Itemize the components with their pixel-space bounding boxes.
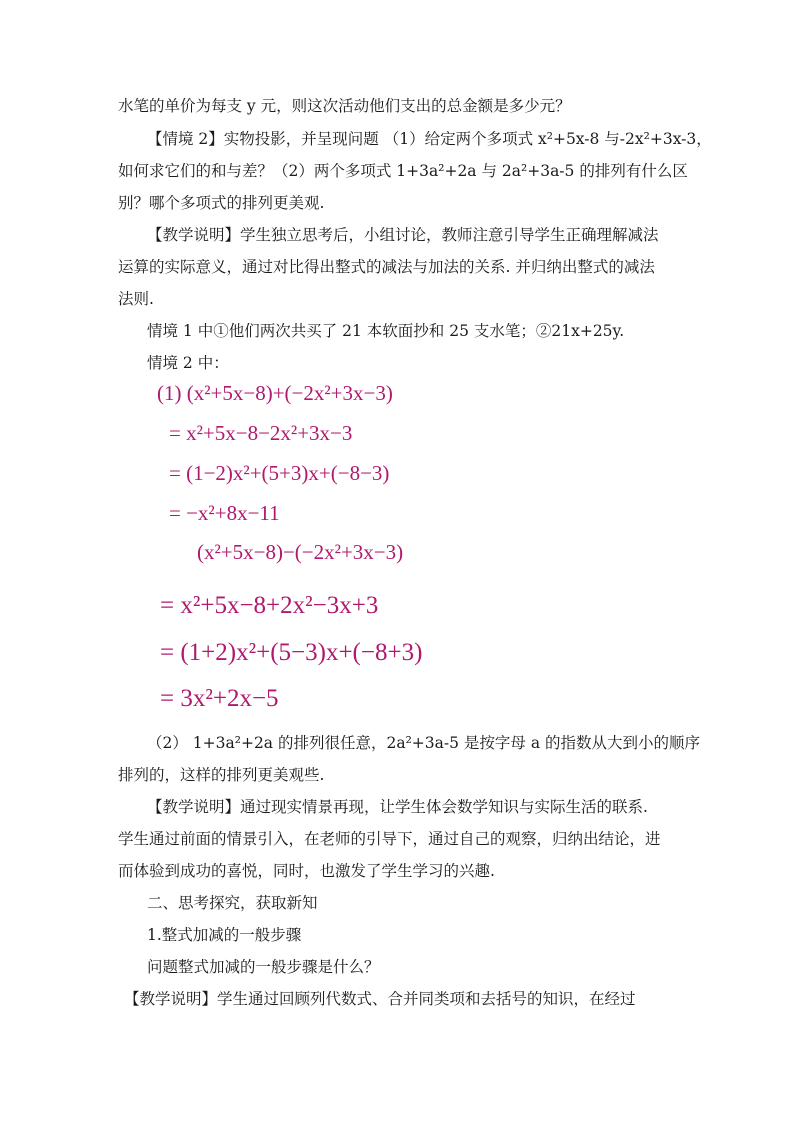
paragraph-line: 问题整式加减的一般步骤是什么？	[147, 958, 380, 976]
paragraph-line: 运算的实际意义，通过对比得出整式的减法与加法的关系. 并归纳出整式的减法	[118, 258, 655, 276]
math-line: = x²+5x−8+2x²−3x+3	[160, 592, 379, 619]
paragraph-line: 水笔的单价为每支 y 元，则这次活动他们支出的总金额是多少元？	[118, 97, 571, 115]
paragraph-line: 学生通过前面的情景引入，在老师的引导下，通过自己的观察，归纳出结论，进	[118, 830, 661, 848]
math-line: = 3x²+2x−5	[160, 685, 279, 712]
paragraph-line: （2） 1+3a²+2a 的排列很任意，2a²+3a-5 是按字母 a 的指数从大到小的顺序	[147, 734, 700, 752]
subsection-heading: 1.整式加减的一般步骤	[147, 926, 302, 944]
section-heading: 二、思考探究，获取新知	[147, 894, 318, 912]
paragraph-line: 情境 1 中①他们两次共买了 21 本软面抄和 25 支水笔；②21x+25y.	[147, 322, 625, 340]
math-line: (1) (x²+5x−8)+(−2x²+3x−3)	[157, 381, 393, 405]
paragraph-line: 别？哪个多项式的排列更美观.	[118, 194, 325, 212]
paragraph-line: 排列的，这样的排列更美观些.	[118, 766, 325, 784]
math-line: = x²+5x−8−2x²+3x−3	[169, 421, 353, 445]
paragraph-line: 如何求它们的和与差？（2）两个多项式 1+3a²+2a 与 2a²+3a-5 的排列有什么区	[118, 162, 688, 180]
math-line: = (1+2)x²+(5−3)x+(−8+3)	[160, 639, 423, 666]
math-line: (x²+5x−8)−(−2x²+3x−3)	[197, 540, 404, 564]
paragraph-line: 而体验到成功的喜悦，同时，也激发了学生学习的兴趣.	[118, 862, 495, 880]
paragraph-line: 【教学说明】学生独立思考后，小组讨论，教师注意引导学生正确理解减法	[147, 226, 659, 244]
math-line: = (1−2)x²+(5+3)x+(−8−3)	[169, 461, 390, 485]
paragraph-line: 法则.	[118, 290, 154, 308]
paragraph-line: 【教学说明】学生通过回顾列代数式、合并同类项和去括号的知识，在经过	[124, 990, 636, 1008]
paragraph-line: 【教学说明】通过现实情景再现，让学生体会数学知识与实际生活的联系.	[147, 798, 648, 816]
paragraph-line: 【情境 2】实物投影，并呈现问题 （1）给定两个多项式 x²+5x-8 与-2x²+3x-3，	[147, 130, 712, 148]
paragraph-line: 情境 2 中：	[147, 354, 229, 372]
math-line: = −x²+8x−11	[169, 501, 280, 525]
